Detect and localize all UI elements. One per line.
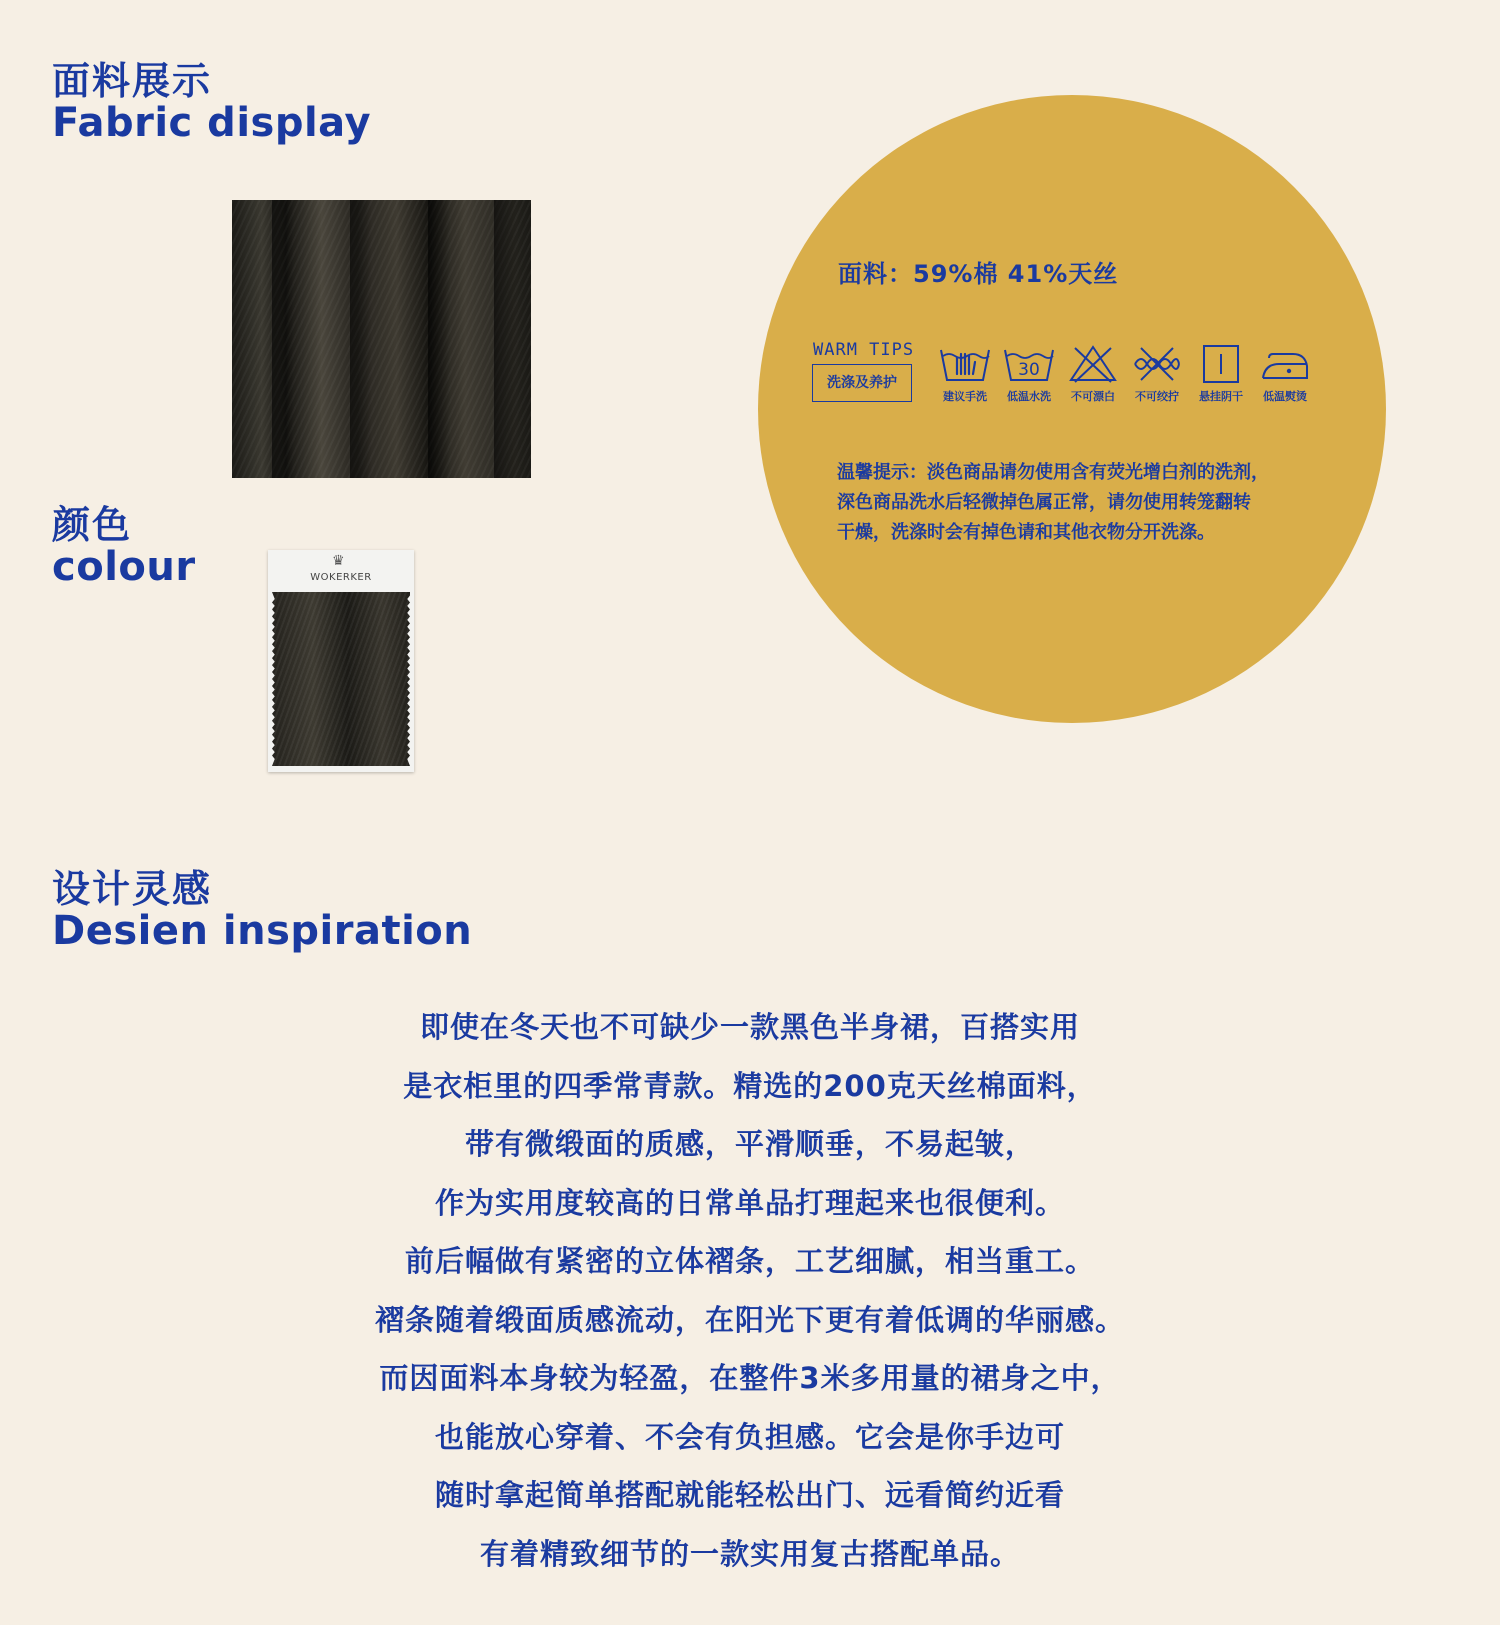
inspiration-line: 而因面料本身较为轻盈，在整件3米多用量的裙身之中，	[379, 1361, 1121, 1395]
inspiration-line: 带有微缎面的质感，平滑顺垂，不易起皱，	[464, 1127, 1035, 1161]
care-label: 低温熨烫	[1263, 390, 1307, 403]
hang-dry-icon	[1195, 344, 1247, 384]
care-label: 低温水洗	[1007, 390, 1051, 403]
inspiration-line: 随时拿起简单搭配就能轻松出门、远看简约近看	[434, 1478, 1065, 1512]
wash-30-icon	[1003, 344, 1055, 384]
iron-low-icon	[1259, 344, 1311, 384]
care-iron-low	[1255, 344, 1315, 404]
inspiration-line: 是衣柜里的四季常青款。精选的200克天丝棉面料，	[403, 1068, 1097, 1103]
hand-wash-icon	[939, 344, 991, 384]
tip-line: 深色商品洗水后轻微掉色属正常，请勿使用转笼翻转	[837, 492, 1251, 513]
fabric-display-heading	[52, 60, 371, 144]
care-no-wring	[1127, 344, 1187, 404]
inspiration-line: 也能放心穿着、不会有负担感。它会是你手边可	[434, 1419, 1065, 1454]
inspiration-line: 作为实用度较高的日常单品打理起来也很便利。	[434, 1185, 1065, 1220]
care-hang-dry	[1191, 344, 1251, 404]
fabric-display-title-en: Fabric display	[52, 100, 372, 146]
care-hand-wash	[935, 344, 995, 404]
fabric-composition: 面料：59%棉 41%天丝	[838, 260, 1119, 288]
care-label: 建议手洗	[943, 390, 987, 403]
colour-title-zh: 颜色	[52, 503, 133, 547]
inspiration-line: 褶条随着缎面质感流动，在阳光下更有着低调的华丽感。	[374, 1302, 1125, 1337]
colour-heading	[52, 504, 196, 588]
tip-line: 干燥，洗涤时会有掉色请和其他衣物分开洗涤。	[837, 522, 1215, 543]
inspiration-line: 即使在冬天也不可缺少一款黑色半身裙，百搭实用	[419, 1010, 1080, 1044]
warm-tips-box: 洗涤及养护	[812, 364, 912, 402]
warm-tip-text	[837, 458, 1327, 548]
inspiration-line: 前后幅做有紧密的立体褶条，工艺细腻，相当重工。	[404, 1244, 1095, 1278]
inspiration-paragraph	[0, 998, 1500, 1583]
care-wash-30	[999, 344, 1059, 404]
warm-tips-title: WARM TIPS	[813, 340, 915, 360]
care-no-bleach	[1063, 344, 1123, 404]
fabric-display-title-zh: 面料展示	[52, 59, 213, 103]
swatch-cloth	[272, 592, 410, 766]
design-inspiration-heading	[52, 868, 472, 952]
colour-swatch-card	[268, 550, 414, 772]
tip-line: 温馨提示：淡色商品请勿使用含有荧光增白剂的洗剂，	[837, 462, 1269, 483]
fabric-photo	[232, 200, 531, 478]
colour-title-en: colour	[52, 544, 196, 590]
design-title-en: Desien inspiration	[52, 908, 473, 954]
inspiration-line: 有着精致细节的一款实用复古搭配单品。	[479, 1536, 1020, 1571]
care-label: 不可绞拧	[1135, 390, 1179, 403]
care-label: 悬挂阴干	[1199, 390, 1243, 403]
no-wring-icon	[1131, 344, 1183, 384]
care-info-circle	[758, 95, 1386, 723]
brand-logo-icon: ♛	[332, 553, 345, 569]
wash-temperature: 30	[1018, 360, 1040, 380]
design-title-zh: 设计灵感	[52, 867, 213, 911]
swatch-brand: WOKERKER	[310, 572, 372, 583]
care-label: 不可漂白	[1071, 390, 1115, 403]
no-bleach-icon	[1067, 344, 1119, 384]
